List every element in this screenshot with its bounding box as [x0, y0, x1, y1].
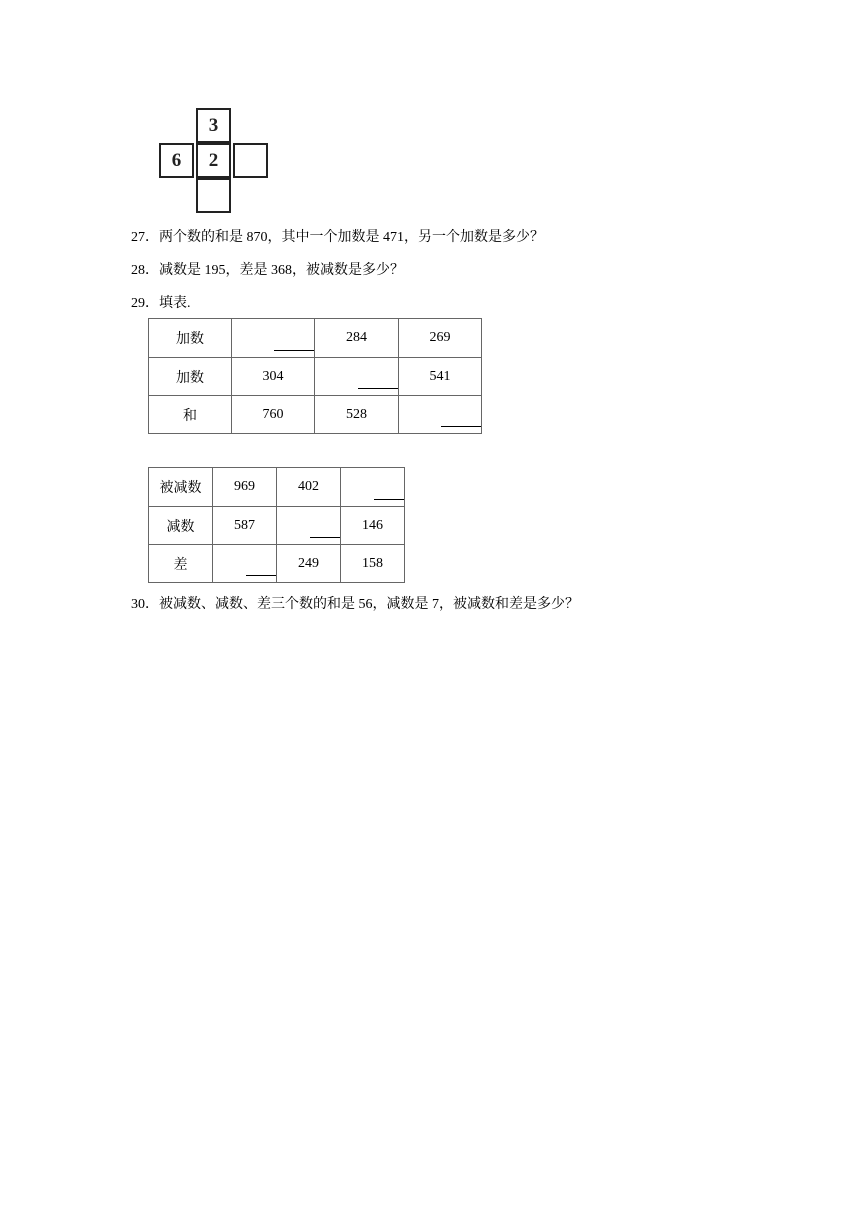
table-row: [149, 545, 405, 583]
table-cell: 146: [341, 507, 405, 545]
table-cell: 249: [277, 545, 341, 583]
answer-blank[interactable]: [213, 545, 277, 583]
table-row: [149, 358, 482, 396]
table-cell: 269: [399, 319, 482, 358]
table-cell: 528: [315, 396, 399, 434]
row-label: 加数: [149, 358, 232, 396]
subtraction-table: [148, 467, 405, 583]
answer-blank[interactable]: [315, 358, 399, 396]
question-28: 28．减数是 195，差是 368，被减数是多少？: [131, 263, 404, 278]
net-cell-bottom: [196, 178, 231, 213]
answer-blank[interactable]: [277, 507, 341, 545]
net-cell-left: 6: [159, 143, 194, 178]
table-row: [149, 396, 482, 434]
net-cell-center: 2: [196, 143, 231, 178]
row-label: 减数: [149, 507, 213, 545]
table-cell: 402: [277, 468, 341, 507]
answer-blank[interactable]: [399, 396, 482, 434]
row-label: 被减数: [149, 468, 213, 507]
question-27: 27．两个数的和是 870，其中一个加数是 471，另一个加数是多少？: [131, 230, 544, 245]
table-cell: 304: [232, 358, 315, 396]
table-row: [149, 319, 482, 358]
table-cell: 587: [213, 507, 277, 545]
row-label: 加数: [149, 319, 232, 358]
answer-blank[interactable]: [232, 319, 315, 358]
question-29: 29．填表.: [131, 296, 191, 311]
addition-table: [148, 318, 482, 434]
row-label: 和: [149, 396, 232, 434]
table-cell: 969: [213, 468, 277, 507]
table-cell: 158: [341, 545, 405, 583]
table-row: [149, 507, 405, 545]
net-cell-top: 3: [196, 108, 231, 143]
table-cell: 760: [232, 396, 315, 434]
table-cell: 541: [399, 358, 482, 396]
answer-blank[interactable]: [341, 468, 405, 507]
net-cell-right: [233, 143, 268, 178]
table-row: [149, 468, 405, 507]
row-label: 差: [149, 545, 213, 583]
question-30: 30．被减数、减数、差三个数的和是 56，减数是 7，被减数和差是多少？: [131, 597, 579, 612]
table-cell: 284: [315, 319, 399, 358]
cube-net-figure: [157, 106, 269, 216]
